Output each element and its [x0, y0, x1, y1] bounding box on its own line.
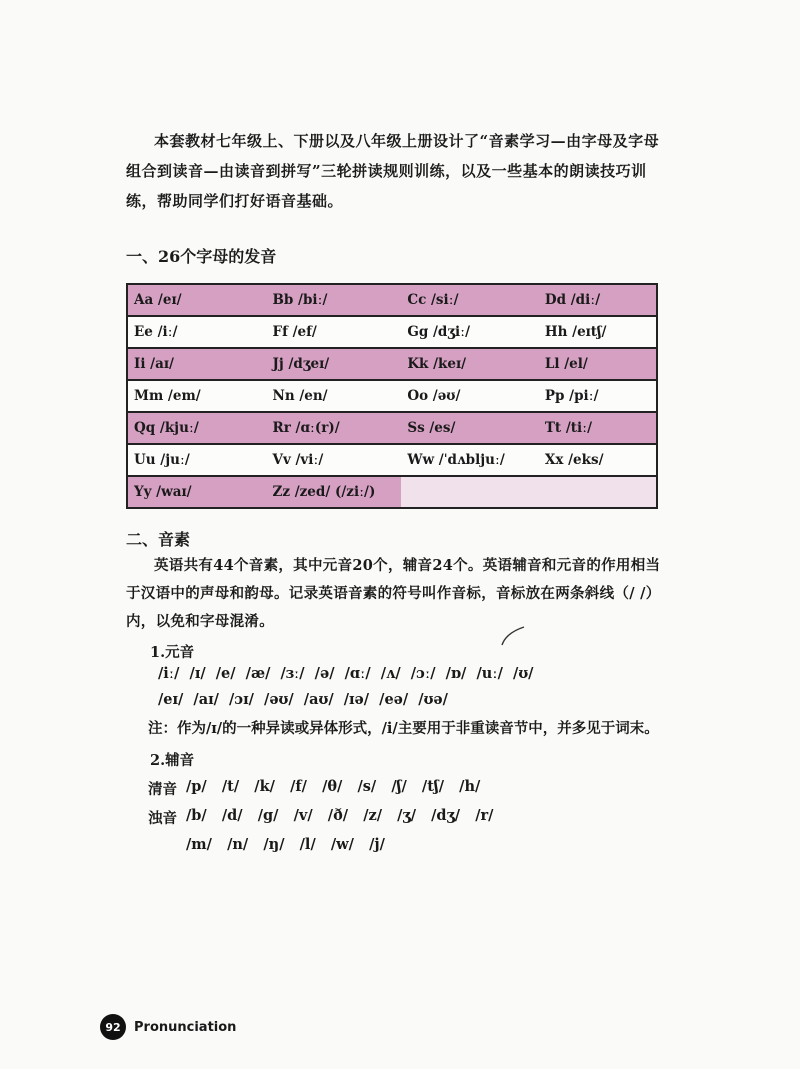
- footer-title: Pronunciation: [134, 1019, 237, 1035]
- phoneme-paragraph: 英语共有44个音素，其中元音20个，辅音24个。英语辅音和元音的作用相当于汉语中的声母和韵母。记录英语音素的符号叫作音标，音标放在两条斜线（/ /）内，以免和字母混淆。: [126, 557, 661, 630]
- alphabet-row: [127, 444, 657, 476]
- alphabet-cell: [539, 476, 657, 508]
- page-number-badge: 92: [100, 1014, 126, 1040]
- alphabet-cell: Ss /es/: [401, 412, 539, 444]
- note-text: 注：作为/ɪ/的一种异读或异体形式，/i/主要用于非重读音节中，并多见于词末。: [148, 720, 659, 737]
- pen-mark: [500, 625, 528, 647]
- alphabet-cell: Cc /siː/: [401, 284, 539, 316]
- voiced-label: 浊音: [148, 810, 177, 827]
- alphabet-cell: Hh /eɪtʃ/: [539, 316, 657, 348]
- alphabet-cell: Oo /əʊ/: [401, 380, 539, 412]
- alphabet-cell: Rr /ɑː(r)/: [266, 412, 401, 444]
- alphabet-cell: Tt /tiː/: [539, 412, 657, 444]
- vowels-line-1: /iː/ /ɪ/ /e/ /æ/ /ɜː/ /ə/ /ɑː/ /ʌ/ /ɔː/ /ɒ/ /uː/ /ʊ/: [158, 665, 534, 682]
- alphabet-row: [127, 380, 657, 412]
- alphabet-cell: [401, 476, 539, 508]
- alphabet-row: [127, 284, 657, 316]
- alphabet-cell: Uu /juː/: [127, 444, 266, 476]
- voiced-line-1: /b/ /d/ /g/ /v/ /ð/ /z/ /ʒ/ /dʒ/ /r/: [186, 807, 494, 824]
- alphabet-cell: Dd /diː/: [539, 284, 657, 316]
- section-2-title: 二、音素: [126, 530, 191, 549]
- alphabet-cell: Nn /en/: [266, 380, 401, 412]
- alphabet-cell: Ff /ef/: [266, 316, 401, 348]
- alphabet-cell: Yy /waɪ/: [127, 476, 266, 508]
- vowels-title: 1.元音: [150, 644, 195, 661]
- alphabet-row: [127, 476, 657, 508]
- intro-paragraph: 本套教材七年级上、下册以及八年级上册设计了“音素学习—由字母及字母组合到读音—由读音到拼写”三轮拼读规则训练，以及一些基本的朗读技巧训练，帮助同学们打好语音基础。: [126, 132, 660, 210]
- alphabet-cell: Ll /el/: [539, 348, 657, 380]
- alphabet-row: [127, 412, 657, 444]
- voiced-line-2: /m/ /n/ /ŋ/ /l/ /w/ /j/: [186, 836, 385, 853]
- alphabet-cell: Aa /eɪ/: [127, 284, 266, 316]
- alphabet-cell: Kk /keɪ/: [401, 348, 539, 380]
- alphabet-cell: Ww /ˈdʌbljuː/: [401, 444, 539, 476]
- voiceless-line: /p/ /t/ /k/ /f/ /θ/ /s/ /ʃ/ /tʃ/ /h/: [186, 778, 481, 795]
- vowels-line-2: /eɪ/ /aɪ/ /ɔɪ/ /əʊ/ /aʊ/ /ɪə/ /eə/ /ʊə/: [158, 691, 448, 708]
- alphabet-cell: Vv /viː/: [266, 444, 401, 476]
- alphabet-cell: Ee /iː/: [127, 316, 266, 348]
- alphabet-cell: Xx /eks/: [539, 444, 657, 476]
- alphabet-cell: Ii /aɪ/: [127, 348, 266, 380]
- alphabet-row: [127, 348, 657, 380]
- alphabet-cell: Qq /kjuː/: [127, 412, 266, 444]
- alphabet-cell: Bb /biː/: [266, 284, 401, 316]
- alphabet-row: [127, 316, 657, 348]
- voiceless-label: 清音: [148, 781, 177, 798]
- alphabet-cell: Mm /em/: [127, 380, 266, 412]
- alphabet-cell: Zz /zed/ (/ziː/): [266, 476, 401, 508]
- alphabet-cell: Pp /piː/: [539, 380, 657, 412]
- page-footer: [100, 1014, 236, 1040]
- consonants-title: 2.辅音: [150, 752, 195, 769]
- alphabet-cell: Jj /dʒeɪ/: [266, 348, 401, 380]
- alphabet-table: [126, 283, 658, 509]
- alphabet-cell: Gg /dʒiː/: [401, 316, 539, 348]
- section-1-title: 一、26个字母的发音: [126, 247, 277, 266]
